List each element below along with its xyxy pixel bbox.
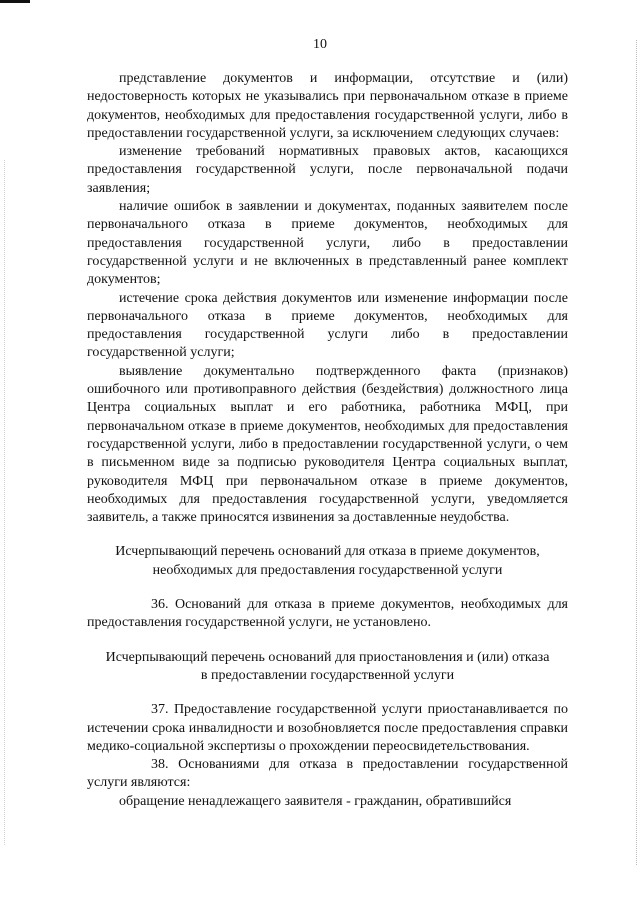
item-number: 37. (151, 702, 169, 718)
page-number: 10 (313, 37, 327, 52)
section-heading-suspension-refusal (87, 649, 568, 686)
paragraph-documents-info: представление документов и информации, отсутствие и (или) недостоверность которых не указывались при первоначальном отказе в приеме документов, необходимых для предоставления государственной услуги, либо в предоставлении государственной услуги, за исключением следующих случаев: (87, 71, 568, 141)
item-36 (87, 596, 568, 633)
heading-line: необходимых для предоставления государственной услуги (152, 562, 503, 578)
paragraph-unlawful-action: выявление документально подтвержденного факта (признаков) ошибочного или противоправного действия (бездействия) должностного лица Центра социальных выплат и его работника, работника МФЦ, при первоначальном отказе в приеме документов, необходимых для предоставления государственной услуги, либо в предоставлении государственной услуги, о чем в письменном виде за подписью руководителя Центра социальных выплат, руководителя МФЦ при первоначальном отказе в приеме документов, необходимых для предоставления государственной услуги, уведомляется заявитель, а также приносятся извинения за доставленные неудобства. (87, 363, 568, 526)
item-text: Предоставление государственной услуги приостанавливается по истечении срока инвалидности и возобновляется после предоставления справки медико-социальной экспертизы о прохождении переосвидетельствования. (87, 702, 568, 754)
item-38 (87, 756, 568, 793)
top-edge-mark (0, 0, 30, 3)
item-text: Основаниями для отказа в предоставлении государственной услуги являются: (87, 757, 568, 791)
right-margin-dotted-line (636, 40, 637, 865)
item-text: Оснований для отказа в приеме документов, необходимых для предоставления государственной услуги, не установлено. (87, 597, 568, 631)
item-number: 36. (151, 597, 169, 613)
document-body (87, 70, 568, 811)
heading-line: Исчерпывающий перечень оснований для отказа в приеме документов, (115, 544, 540, 560)
paragraph-errors-in-application: наличие ошибок в заявлении и документах, поданных заявителем после первоначального отказа в приеме документов, необходимых для предоставления государственной услуги, либо в предоставлении государственной услуги и не включенных в представленный ранее комплект документов; (87, 199, 568, 288)
paragraph-improper-applicant: обращение ненадлежащего заявителя - гражданин, обратившийся (119, 793, 512, 809)
paragraph-legal-changes: изменение требований нормативных правовых актов, касающихся предоставления государственной услуги, после первоначальной подачи заявления; (87, 144, 568, 196)
left-margin-dotted-line (4, 160, 5, 845)
section-heading-refusal-acceptance (87, 543, 568, 580)
paragraph-document-expiry: истечение срока действия документов или изменение информации после первоначального отказа в приеме документов, необходимых для предоставления государственной услуги либо в предоставлении государственной услуги; (87, 290, 568, 361)
heading-line: Исчерпывающий перечень оснований для приостановления и (или) отказа (105, 649, 550, 665)
item-37 (87, 701, 568, 756)
item-number: 38. (151, 757, 169, 773)
heading-line: в предоставлении государственной услуги (200, 667, 455, 683)
